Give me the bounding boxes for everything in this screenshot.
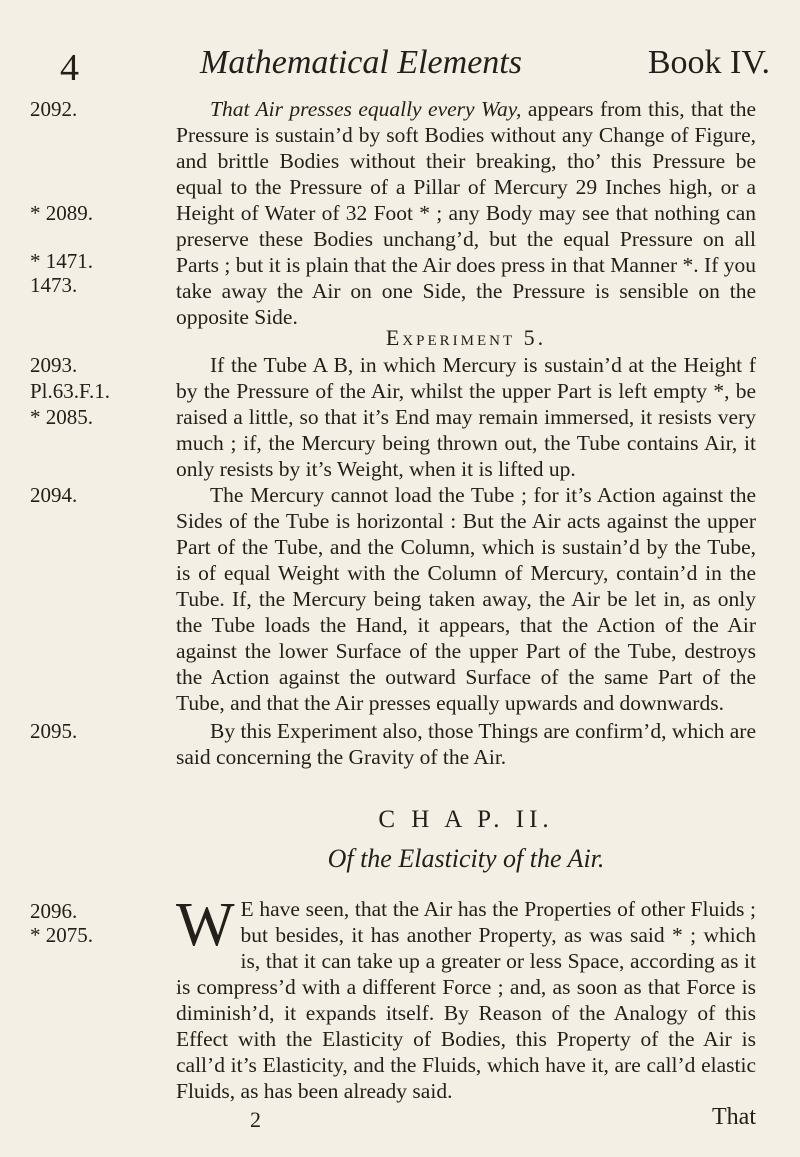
- signature-mark: 2: [250, 1107, 261, 1132]
- chapter-title: Of the Elasticity of the Air.: [327, 844, 605, 873]
- book-label: Book IV.: [647, 44, 770, 81]
- chapter-heading: C H A P. II.: [378, 806, 554, 833]
- margin-note-2092: 2092.: [30, 97, 78, 121]
- paragraph-2092: [176, 96, 756, 330]
- paragraph-2095: [176, 718, 756, 770]
- drop-cap: W: [176, 891, 235, 959]
- running-title: Mathematical Elements: [200, 44, 522, 81]
- margin-note-2075: * 2075.: [30, 923, 93, 947]
- page-header: [60, 40, 770, 92]
- catchword: That: [712, 1104, 756, 1130]
- paragraph-2096-text: E have seen, that the Air has the Properties of other Fluids ; but besides, it has another Property, as was said * ; which is, that it can take up a greater or less Space, according as it is compress’d with a different Force ; and, as soon as that Force is diminish’d, it expands itself. By Reason of the Analogy of this Effect with the Elasticity of Bodies, this Property of the Air is call’d it’s Elasticity, and the Fluids, which have it, are call’d elastic Fluids, as has been already said.: [176, 897, 756, 1103]
- margin-note-2095: 2095.: [30, 719, 78, 743]
- margin-note-2096: 2096.: [30, 899, 78, 923]
- margin-note-2093: 2093.: [30, 353, 78, 377]
- paragraph-2092-italic: That Air presses equally every Way,: [210, 97, 522, 121]
- paragraph-2095-text: By this Experiment also, those Things are confirm’d, which are said concerning the Gravity of the Air.: [176, 719, 756, 769]
- margin-note-2085: * 2085.: [30, 405, 93, 429]
- experiment-heading: Experiment 5.: [385, 325, 547, 350]
- margin-note-2094: 2094.: [30, 483, 78, 507]
- paragraph-2094: [176, 482, 756, 716]
- paragraph-2093-text: If the Tube A B, in which Mercury is sustain’d at the Height f by the Pressure of the Air, whilst the upper Part is left empty *, be raised a little, so that it’s End may remain immersed, it resists very much ; if, the Mercury being thrown out, the Tube contains Air, it only resists by it’s Weight, when it is lifted up.: [176, 353, 756, 481]
- margin-note-1471: * 1471.: [30, 249, 93, 273]
- page-number: 4: [60, 47, 79, 89]
- paragraph-2096: [176, 891, 756, 1104]
- paragraph-2094-text: The Mercury cannot load the Tube ; for it’s Action against the Sides of the Tube is horizontal : But the Air acts against the upper Part of the Tube, and the Column, which is sustain’d by the Tube, is of equal Weight with the Column of Mercury, contain’d in the Tube. If, the Mercury being taken away, the Air be let in, as only the Tube loads the Hand, it appears, that the Action of the Air against the lower Surface of the upper Part of the Tube, destroys the Action against the outward Surface of the same Part of the Tube, and that the Air presses equally upwards and downwards.: [176, 483, 756, 715]
- paragraph-2093: [176, 352, 756, 482]
- margin-note-plate: Pl.63.F.1.: [30, 379, 111, 403]
- margin-note-2089: * 2089.: [30, 201, 93, 225]
- paragraph-2092-text: appears from this, that the Pressure is sustain’d by soft Bodies without any Change of Figure, and brittle Bodies without their breaking, tho’ this Pressure be equal to the Pressure of a Pillar of Mercury 29 Inches high, or a Height of Water of 32 Foot * ; any Body may see that nothing can preserve these Bodies unchang’d, but the equal Pressure on all Parts ; but it is plain that the Air does press in that Manner *. If you take away the Air on one Side, the Pressure is sensible on the opposite Side.: [176, 97, 756, 329]
- margin-note-1473: 1473.: [30, 273, 78, 297]
